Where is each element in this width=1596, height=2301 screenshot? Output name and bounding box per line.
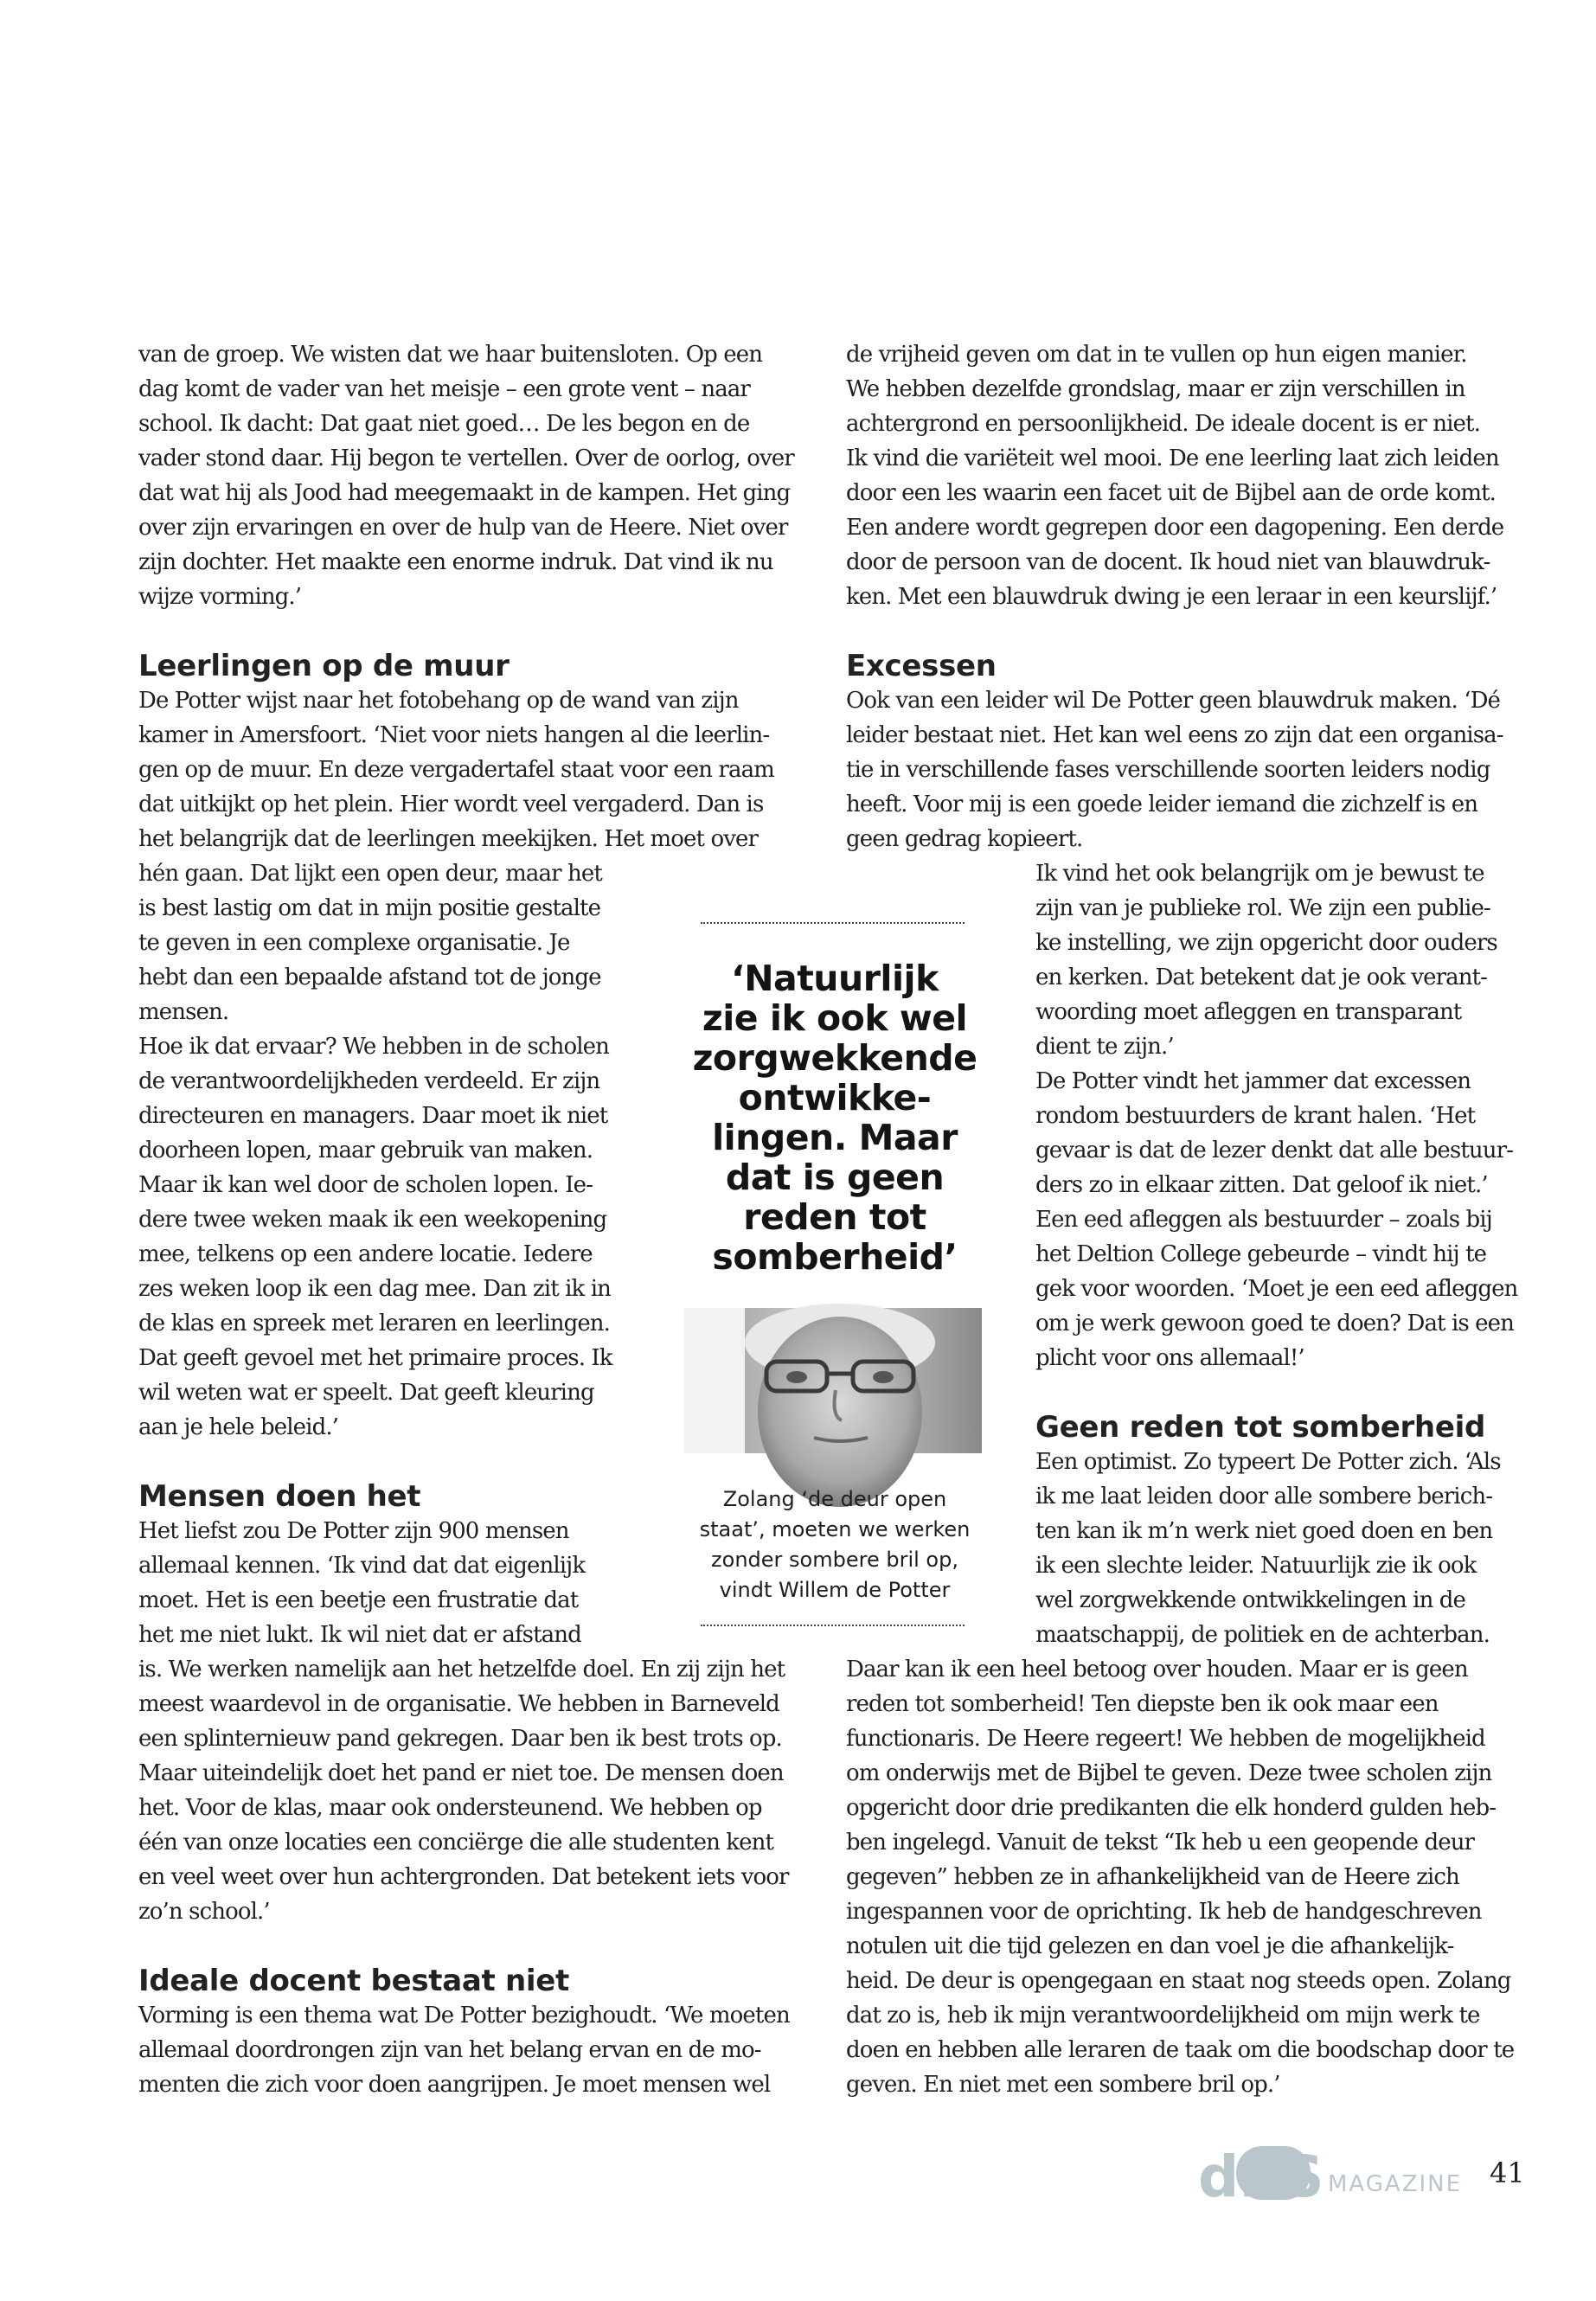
text-line: van de groep. We wisten dat we haar buitensloten. Op een xyxy=(138,342,763,368)
text-line: dat uitkijkt op het plein. Hier wordt veel vergaderd. Dan is xyxy=(138,792,764,817)
text-line: zo’n school.’ xyxy=(138,1899,270,1925)
text-line: opgericht door drie predikanten die elk honderd gulden heb- xyxy=(846,1795,1497,1821)
text-line: dat zo is, heb ik mijn verantwoordelijkheid om mijn werk te xyxy=(846,2003,1480,2029)
text-line: het Deltion College gebeurde – vindt hij te xyxy=(1035,1241,1487,1267)
text-line: gek voor woorden. ‘Moet je een eed afleggen xyxy=(1035,1276,1518,1302)
text-line: het belangrijk dat de leerlingen meekijken. Het moet over xyxy=(138,826,759,852)
text-line: directeuren en managers. Daar moet ik niet xyxy=(138,1103,608,1129)
text-line: gen op de muur. En deze vergadertafel staat voor een raam xyxy=(138,757,774,783)
text-line: is best lastig om dat in mijn positie gestalte xyxy=(138,895,601,921)
text-line: door de persoon van de docent. Ik houd niet van blauwdruk- xyxy=(846,549,1490,575)
text-line: mee, telkens op een andere locatie. Iedere xyxy=(138,1241,593,1267)
text-line: ten kan ik m’n werk niet goed doen en ben xyxy=(1035,1518,1493,1544)
text-line: het me niet lukt. Ik wil niet dat er afstand xyxy=(138,1622,581,1648)
portrait-illustration xyxy=(684,1308,982,1453)
text-line: Daar kan ik een heel betoog over houden. Maar er is geen xyxy=(846,1657,1468,1682)
text-line: door een les waarin een facet uit de Bijbel aan de orde komt. xyxy=(846,480,1497,506)
text-line: hebt dan een bepaalde afstand tot de jonge xyxy=(138,965,601,990)
text-line: ingespannen voor de oprichting. Ik heb de handgeschreven xyxy=(846,1899,1482,1925)
text-line: gegeven” hebben ze in afhankelijkheid van de Heere zich xyxy=(846,1864,1459,1890)
photo-caption xyxy=(675,1484,995,1606)
pull-quote-line: dat is geen xyxy=(725,1157,945,1198)
text-line: vader stond daar. Hij begon te vertellen. Over de oorlog, over xyxy=(138,445,794,471)
section-heading-leerlingen-op-de-muur: Leerlingen op de muur xyxy=(138,649,510,683)
text-line: Dat geeft gevoel met het primaire proces. Ik xyxy=(138,1345,612,1371)
text-line: dere twee weken maak ik een weekopening xyxy=(138,1207,607,1233)
pull-quote-line: zorgwekkende xyxy=(692,1037,977,1079)
caption-line: staat’, moeten we werken xyxy=(699,1517,971,1541)
text-line: menten die zich voor doen aangrijpen. Je moet mensen wel xyxy=(138,2072,771,2098)
text-line: Maar ik kan wel door de scholen lopen. Ie- xyxy=(138,1172,593,1198)
text-line: allemaal doordrongen zijn van het belang ervan en de mo- xyxy=(138,2037,761,2063)
text-line: de klas en spreek met leraren en leerlingen. xyxy=(138,1311,611,1336)
text-line: moet. Het is een beetje een frustratie dat xyxy=(138,1587,579,1613)
text-line: een splinternieuw pand gekregen. Daar ben ik best trots op. xyxy=(138,1726,782,1752)
text-line: zes weken loop ik een dag mee. Dan zit ik in xyxy=(138,1276,612,1302)
text-line: Een eed afleggen als bestuurder – zoals bij xyxy=(1035,1207,1492,1233)
logo-sub-text: MAGAZINE xyxy=(1328,2171,1463,2197)
text-line: De Potter vindt het jammer dat excessen xyxy=(1035,1068,1471,1094)
text-line: Een andere wordt gegrepen door een dagopening. Een derde xyxy=(846,515,1504,541)
portrait-photo xyxy=(684,1308,982,1453)
text-line: ben ingelegd. Vanuit de tekst “Ik heb u een geopende deur xyxy=(846,1830,1475,1856)
pull-quote-top-rule xyxy=(701,922,965,924)
text-line: rondom bestuurders de krant halen. ‘Het xyxy=(1035,1103,1476,1129)
caption-line: vindt Willem de Potter xyxy=(719,1578,951,1602)
text-line: zijn dochter. Het maakte een enorme indruk. Dat vind ik nu xyxy=(138,549,773,575)
text-line: We hebben dezelfde grondslag, maar er zijn verschillen in xyxy=(846,376,1465,402)
text-line: en veel weet over hun achtergronden. Dat betekent iets voor xyxy=(138,1864,789,1890)
caption-line: Zolang ‘de deur open xyxy=(722,1487,947,1511)
text-line: school. Ik dacht: Dat gaat niet goed… De les begon en de xyxy=(138,411,750,437)
text-line: tie in verschillende fases verschillende soorten leiders nodig xyxy=(846,757,1490,783)
page-number: 41 xyxy=(1490,2157,1525,2189)
text-line: ders zo in elkaar zitten. Dat geloof ik niet.’ xyxy=(1035,1172,1488,1198)
text-line: zijn van je publieke rol. We zijn een publie- xyxy=(1035,895,1490,921)
pull-quote-bottom-rule xyxy=(701,1625,965,1626)
text-line: leider bestaat niet. Het kan wel eens zo zijn dat een organisa- xyxy=(846,722,1503,748)
section-heading-ideale-docent: Ideale docent bestaat niet xyxy=(138,1964,569,1998)
text-line: over zijn ervaringen en over de hulp van de Heere. Niet over xyxy=(138,515,788,541)
text-line: doen en hebben alle leraren de taak om die boodschap door te xyxy=(846,2037,1515,2063)
text-line: wil weten wat er speelt. Dat geeft kleuring xyxy=(138,1380,594,1406)
pull-quote-line: somberheid’ xyxy=(712,1236,958,1278)
text-line: gevaar is dat de lezer denkt dat alle bestuur- xyxy=(1035,1138,1513,1163)
text-line: Maar uiteindelijk doet het pand er niet toe. De mensen doen xyxy=(138,1760,784,1786)
drs-magazine-logo xyxy=(1198,2141,1463,2210)
text-line: heeft. Voor mij is een goede leider iemand die zichzelf is en xyxy=(846,792,1478,817)
text-line: mensen. xyxy=(138,999,229,1025)
text-line: het. Voor de klas, maar ook ondersteunend. We hebben op xyxy=(138,1795,762,1821)
text-line: functionaris. De Heere regeert! We hebben de mogelijkheid xyxy=(846,1726,1485,1752)
text-line: Ik vind die variëteit wel mooi. De ene leerling laat zich leiden xyxy=(846,445,1499,471)
text-line: ik een slechte leider. Natuurlijk zie ik ook xyxy=(1035,1553,1477,1579)
text-line: meest waardevol in de organisatie. We hebben in Barneveld xyxy=(138,1691,779,1717)
text-line: de vrijheid geven om dat in te vullen op hun eigen manier. xyxy=(846,342,1467,368)
text-line: ken. Met een blauwdruk dwing je een leraar in een keurslijf.’ xyxy=(846,584,1497,610)
pull-quote-line: zie ik ook wel xyxy=(702,997,968,1039)
text-line: woording moet afleggen en transparant xyxy=(1035,999,1462,1025)
text-line: ke instelling, we zijn opgericht door ouders xyxy=(1035,930,1497,956)
text-line: één van onze locaties een conciërge die alle studenten kent xyxy=(138,1830,774,1856)
text-line: plicht voor ons allemaal!’ xyxy=(1035,1345,1304,1371)
text-line: aan je hele beleid.’ xyxy=(138,1414,339,1440)
text-line: allemaal kennen. ‘Ik vind dat dat eigenlijk xyxy=(138,1553,586,1579)
pull-quote xyxy=(675,958,995,1277)
text-line: heid. De deur is opengegaan en staat nog steeds open. Zolang xyxy=(846,1968,1511,1994)
text-line: geen gedrag kopieert. xyxy=(846,826,1083,852)
text-line: notulen uit die tijd gelezen en dan voel je die afhankelijk- xyxy=(846,1933,1454,1959)
text-line: ik me laat leiden door alle sombere berich- xyxy=(1035,1484,1493,1509)
text-line: dat wat hij als Jood had meegemaakt in de kampen. Het ging xyxy=(138,480,791,506)
section-heading-excessen: Excessen xyxy=(846,649,997,683)
caption-line: zonder sombere bril op, xyxy=(711,1548,958,1572)
text-line: Vorming is een thema wat De Potter bezighoudt. ‘We moeten xyxy=(138,2003,790,2029)
text-line: wijze vorming.’ xyxy=(138,584,302,610)
pull-quote-line: lingen. Maar xyxy=(712,1117,958,1158)
text-line: reden tot somberheid! Ten diepste ben ik ook maar een xyxy=(846,1691,1439,1717)
right-body-block-1 xyxy=(846,337,1503,856)
text-line: doorheen lopen, maar gebruik van maken. xyxy=(138,1138,593,1163)
section-heading-mensen-doen-het: Mensen doen het xyxy=(138,1479,421,1514)
text-line: dient te zijn.’ xyxy=(1035,1034,1174,1060)
right-body-block-3 xyxy=(1035,856,1517,1652)
text-line: is. We werken namelijk aan het hetzelfde doel. En zij zijn het xyxy=(138,1657,785,1682)
text-line: om je werk gewoon goed te doen? Dat is een xyxy=(1035,1311,1515,1336)
text-line: maatschappij, de politiek en de achterban. xyxy=(1035,1622,1490,1648)
text-line: kamer in Amersfoort. ‘Niet voor niets hangen al die leerlin- xyxy=(138,722,770,748)
text-line: Een optimist. Zo typeert De Potter zich. ‘Als xyxy=(1035,1449,1501,1475)
text-line: achtergrond en persoonlijkheid. De ideale docent is er niet. xyxy=(846,411,1480,437)
logo-mark-text: dRS xyxy=(1198,2144,1324,2210)
text-line: geven. En niet met een sombere bril op.’ xyxy=(846,2072,1280,2098)
text-line: Ik vind het ook belangrijk om je bewust te xyxy=(1035,861,1484,887)
text-line: hén gaan. Dat lijkt een open deur, maar het xyxy=(138,861,602,887)
text-line: te geven in een complexe organisatie. Je xyxy=(138,930,570,956)
text-line: om onderwijs met de Bijbel te geven. Deze twee scholen zijn xyxy=(846,1760,1492,1786)
pull-quote-line: ‘Natuurlijk xyxy=(731,958,939,999)
pull-quote-line: ontwikke- xyxy=(738,1077,932,1118)
text-line: wel zorgwekkende ontwikkelingen in de xyxy=(1035,1587,1466,1613)
right-body-block-5 xyxy=(846,1652,1514,2102)
text-line: de verantwoordelijkheden verdeeld. Er zijn xyxy=(138,1068,600,1094)
section-heading-geen-reden: Geen reden tot somberheid xyxy=(1035,1410,1485,1445)
text-line: Ook van een leider wil De Potter geen blauwdruk maken. ‘Dé xyxy=(846,688,1501,714)
text-line: De Potter wijst naar het fotobehang op de wand van zijn xyxy=(138,688,739,714)
text-line: Hoe ik dat ervaar? We hebben in de scholen xyxy=(138,1034,609,1060)
pull-quote-line: reden tot xyxy=(743,1196,926,1238)
text-line: Het liefst zou De Potter zijn 900 mensen xyxy=(138,1518,569,1544)
text-line: en kerken. Dat betekent dat je ook verant- xyxy=(1035,965,1487,990)
text-line: dag komt de vader van het meisje – een grote vent – naar xyxy=(138,376,750,402)
